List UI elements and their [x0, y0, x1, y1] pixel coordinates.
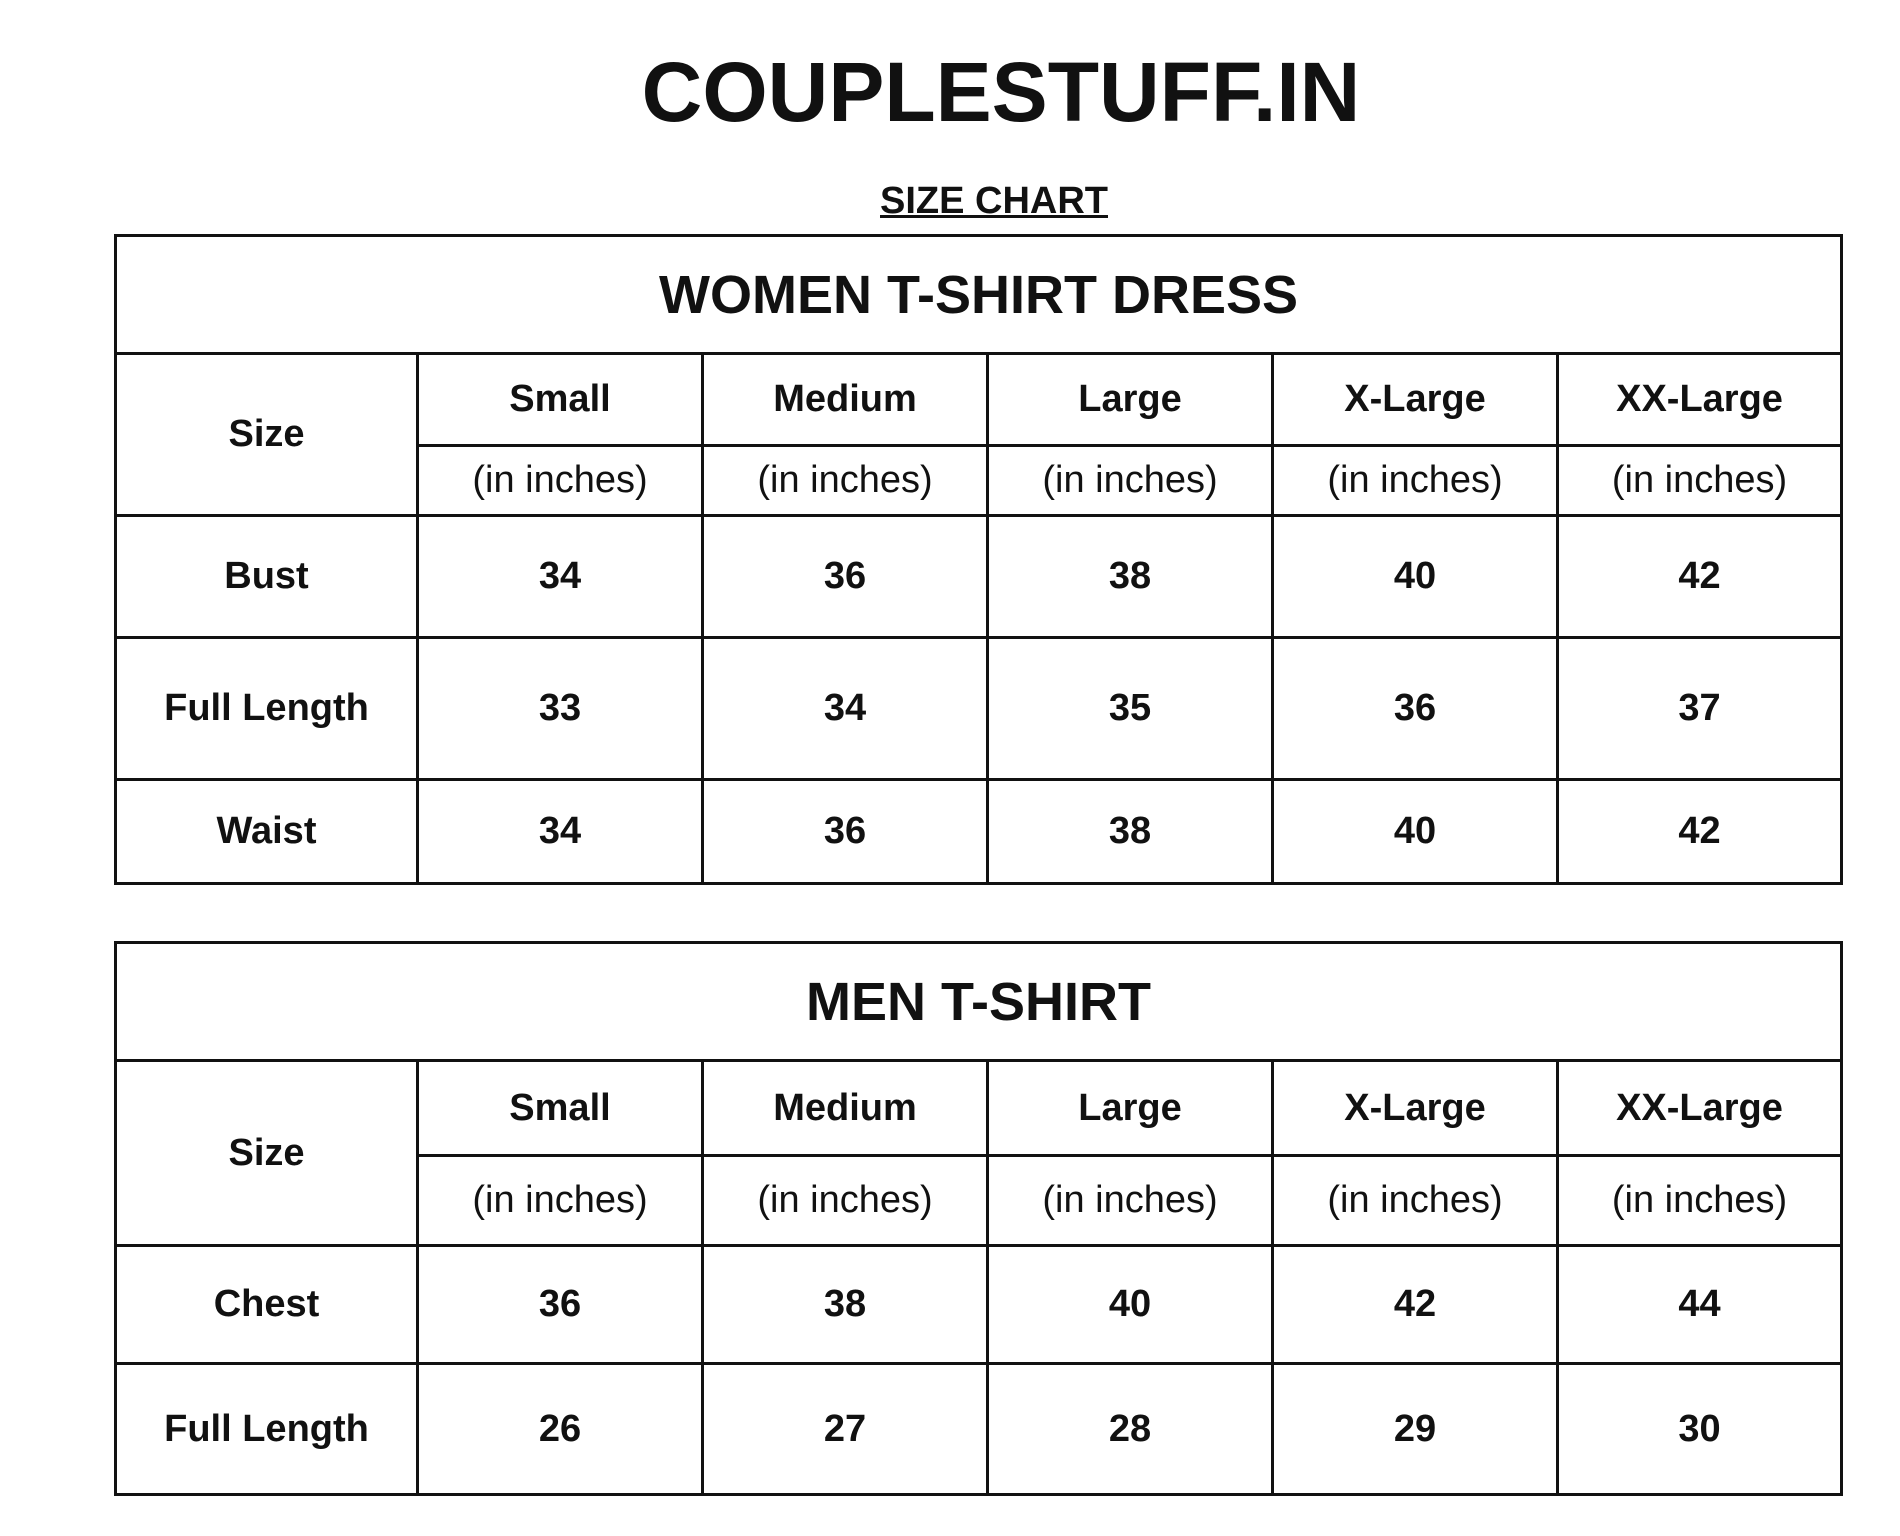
- table-cell: 37: [1558, 638, 1842, 780]
- men-col-small: Small: [418, 1061, 703, 1156]
- table-cell: 35: [988, 638, 1273, 780]
- table-cell: 29: [1273, 1364, 1558, 1495]
- table-cell: 36: [418, 1246, 703, 1364]
- row-label-full-length: Full Length: [116, 1364, 418, 1495]
- row-label-bust: Bust: [116, 516, 418, 638]
- men-col-xx-large: XX-Large: [1558, 1061, 1842, 1156]
- women-table-title: WOMEN T-SHIRT DRESS: [116, 236, 1842, 354]
- men-size-table: [114, 941, 1843, 1496]
- men-unit-cell: (in inches): [1273, 1156, 1558, 1246]
- men-size-label: Size: [116, 1061, 418, 1246]
- table-cell: 42: [1273, 1246, 1558, 1364]
- table-cell: 36: [703, 516, 988, 638]
- women-unit-cell: (in inches): [703, 446, 988, 516]
- site-title: COUPLESTUFF.IN: [641, 45, 1361, 139]
- table-cell: 42: [1558, 780, 1842, 884]
- table-row: [116, 780, 1842, 884]
- table-cell: 38: [988, 780, 1273, 884]
- table-cell: 38: [988, 516, 1273, 638]
- table-cell: 28: [988, 1364, 1273, 1495]
- women-col-medium: Medium: [703, 354, 988, 446]
- women-unit-cell: (in inches): [988, 446, 1273, 516]
- table-cell: 40: [1273, 780, 1558, 884]
- row-label-full-length: Full Length: [116, 638, 418, 780]
- women-size-table: [114, 234, 1843, 885]
- men-unit-cell: (in inches): [988, 1156, 1273, 1246]
- table-cell: 36: [703, 780, 988, 884]
- women-unit-cell: (in inches): [1273, 446, 1558, 516]
- table-cell: 40: [1273, 516, 1558, 638]
- table-row: [116, 1364, 1842, 1495]
- table-cell: 30: [1558, 1364, 1842, 1495]
- women-col-small: Small: [418, 354, 703, 446]
- table-cell: 26: [418, 1364, 703, 1495]
- men-table-title: MEN T-SHIRT: [116, 943, 1842, 1061]
- table-cell: 40: [988, 1246, 1273, 1364]
- table-cell: 33: [418, 638, 703, 780]
- table-cell: 38: [703, 1246, 988, 1364]
- women-col-xx-large: XX-Large: [1558, 354, 1842, 446]
- table-cell: 44: [1558, 1246, 1842, 1364]
- men-unit-cell: (in inches): [418, 1156, 703, 1246]
- men-col-large: Large: [988, 1061, 1273, 1156]
- table-row: [116, 638, 1842, 780]
- men-unit-cell: (in inches): [1558, 1156, 1842, 1246]
- table-cell: 42: [1558, 516, 1842, 638]
- women-unit-cell: (in inches): [418, 446, 703, 516]
- women-col-x-large: X-Large: [1273, 354, 1558, 446]
- women-unit-cell: (in inches): [1558, 446, 1842, 516]
- men-unit-cell: (in inches): [703, 1156, 988, 1246]
- table-cell: 34: [418, 780, 703, 884]
- table-row: [116, 516, 1842, 638]
- size-chart-heading: SIZE CHART: [880, 180, 1108, 222]
- table-row: [116, 1246, 1842, 1364]
- men-col-medium: Medium: [703, 1061, 988, 1156]
- table-cell: 34: [418, 516, 703, 638]
- women-col-large: Large: [988, 354, 1273, 446]
- table-cell: 27: [703, 1364, 988, 1495]
- men-col-x-large: X-Large: [1273, 1061, 1558, 1156]
- table-cell: 34: [703, 638, 988, 780]
- women-size-label: Size: [116, 354, 418, 516]
- row-label-waist: Waist: [116, 780, 418, 884]
- table-cell: 36: [1273, 638, 1558, 780]
- row-label-chest: Chest: [116, 1246, 418, 1364]
